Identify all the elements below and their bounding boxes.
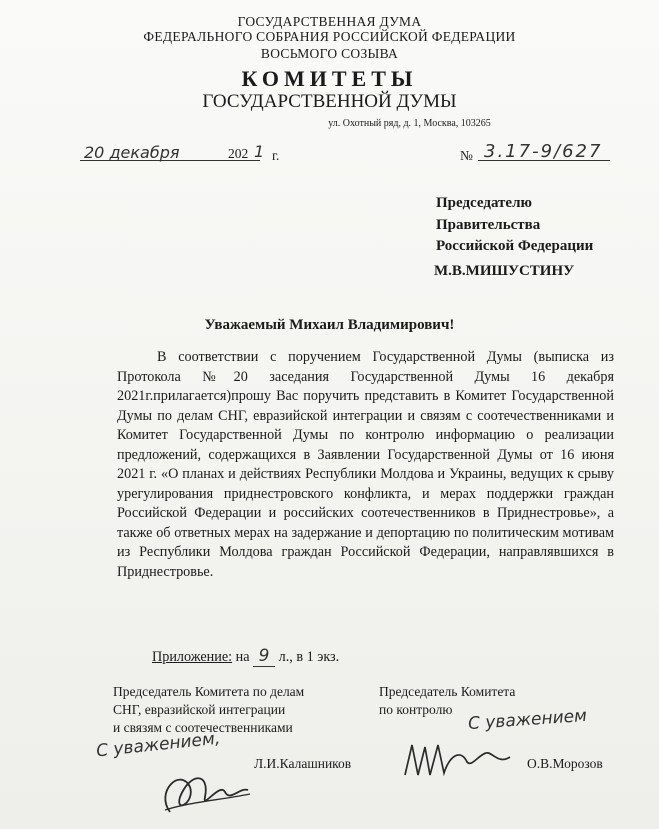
header-address: ул. Охотный ряд, д. 1, Москва, 103265 bbox=[328, 118, 491, 129]
signatory-left-name: Л.И.Калашников bbox=[254, 756, 352, 771]
date-underline bbox=[80, 160, 260, 161]
addressee-line2: Правительства bbox=[436, 216, 541, 233]
signatory-right-line2: по контролю bbox=[379, 702, 453, 717]
attachment-prefix: на bbox=[235, 649, 250, 665]
signatory-right-name: О.В.Морозов bbox=[527, 756, 603, 771]
header-federal-assembly: ФЕДЕРАЛЬНОГО СОБРАНИЯ РОССИЙСКОЙ ФЕДЕРАЦИИ bbox=[143, 29, 516, 44]
signature-right bbox=[400, 735, 520, 785]
header-duma: ГОСУДАРСТВЕННАЯ ДУМА bbox=[237, 14, 422, 29]
date-year-prefix: 202 bbox=[228, 146, 249, 161]
addressee-block bbox=[436, 193, 593, 258]
number-label: № bbox=[460, 148, 473, 163]
header-committees: КОМИТЕТЫ bbox=[241, 66, 418, 91]
addressee-name: М.В.МИШУСТИНУ bbox=[434, 263, 575, 279]
signatory-left-line3: и связям с соотечественниками bbox=[113, 720, 293, 735]
signatory-left-handnote: С уважением, bbox=[95, 728, 222, 762]
letter-body bbox=[117, 348, 614, 582]
date-suffix: г. bbox=[272, 148, 280, 163]
header-convocation: ВОСЬМОГО СОЗЫВА bbox=[260, 46, 399, 61]
date-handwritten: 20 декабря bbox=[84, 143, 180, 162]
addressee-line1: Председателю bbox=[436, 195, 532, 211]
addressee-line3: Российской Федерации bbox=[436, 238, 594, 254]
number-handwritten: 3.17-9/627 bbox=[484, 141, 603, 162]
number-underline bbox=[478, 160, 610, 161]
header-committees-sub: ГОСУДАРСТВЕННОЙ ДУМЫ bbox=[202, 91, 457, 112]
signature-left bbox=[150, 752, 260, 822]
attachment-pages: 9 bbox=[253, 646, 275, 667]
attachment-label: Приложение: bbox=[152, 649, 233, 665]
attachment-suffix: л., в 1 экз. bbox=[278, 649, 340, 665]
body-paragraph: В соответствии с поручением Государственной Думы (выписка из Протокола №20 заседания Государственной Думы 16 декабря 2021г.прилагается)прошу Вас поручить представить в Комитет Государственной Думы по делам СНГ, евразийской интеграции и связям с соотечественниками и Комитет Государственной Думы по контролю информацию о реализации предложений, содержащихся в Заявлении Государственной Думы от 16 июня 2021 г. «О планах и действиях Республики Молдова и Украины, ведущих к срыву урегулирования приднестровского конфликта, и мерах поддержки граждан Российской Федерации и российских соотечественников в Приднестровье», а также об ответных мерах на задержание и депортацию по политическим мотивам из Республики Молдова граждан Российской Федерации, направлявшихся в Приднестровье. bbox=[117, 349, 614, 580]
greeting: Уважаемый Михаил Владимирович! bbox=[204, 317, 455, 333]
signatory-right-line1: Председатель Комитета bbox=[379, 684, 516, 699]
signatory-right-handnote: С уважением bbox=[467, 705, 588, 735]
signatory-left-line1: Председатель Комитета по делам bbox=[113, 684, 305, 699]
attachment-line bbox=[152, 646, 339, 667]
signatory-left-line2: СНГ, евразийской интеграции bbox=[113, 702, 286, 717]
date-year-hand: 1 bbox=[254, 142, 265, 161]
